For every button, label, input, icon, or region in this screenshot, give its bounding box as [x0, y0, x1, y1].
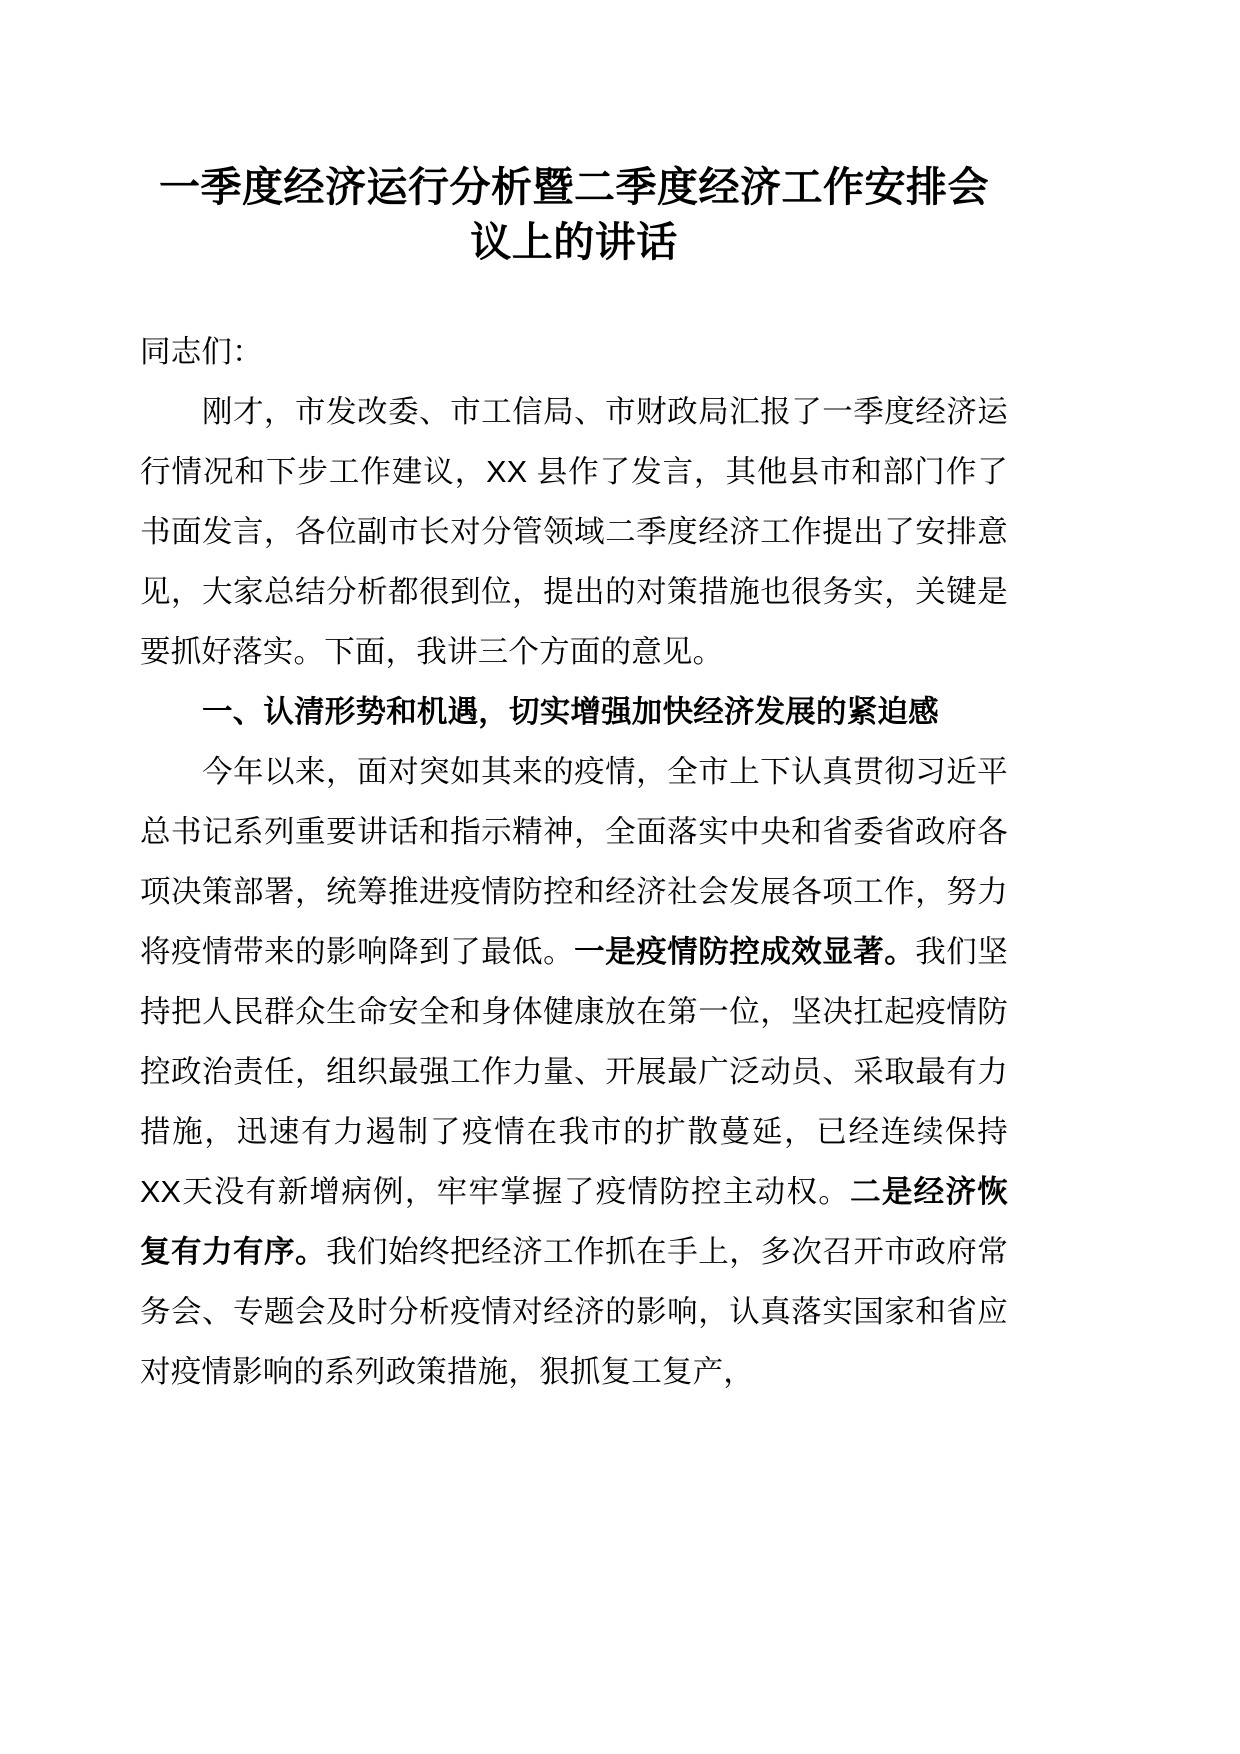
section-heading-1-text: 一、认清形势和机遇，切实增强加快经济发展的紧迫感 — [202, 695, 939, 729]
body-1-emphasis-2: 二是经济恢复有力有序。 — [140, 1175, 1008, 1269]
document-content — [140, 0, 1008, 1402]
body-1-seg-0: 今年以来，面对突如其来的疫情，全市上下认真贯彻习近平总书记系列重要讲话和指示精神，全面落实中央和省委省政府各项决策部署，统筹推进疫情防控和经济社会发展各项工作，努力将疫情带来的影响降到了最低。 — [140, 755, 1008, 969]
page-title-line-1: 一季度经济运行分析暨二季度经济工作安排会 — [159, 164, 989, 210]
page-title — [140, 0, 1008, 270]
salutation: 同志们： — [140, 335, 263, 369]
paragraph-opening-text: 刚才，市发改委、市工信局、市财政局汇报了一季度经济运行情况和下步工作建议，XX 县作了发言，其他县市和部门作了书面发言，各位副市长对分管领域二季度经济工作提出了安排意见，大家总结分析都很到位，提出的对策措施也很务实，关键是要抓好落实。下面，我讲三个方面的意见。 — [140, 395, 1008, 669]
page-title-line-2: 议上的讲话 — [470, 219, 678, 265]
paragraph-body-1 — [140, 742, 1008, 1402]
body-1-emphasis-1: 一是疫情防控成效显著。 — [574, 935, 916, 969]
section-heading-1 — [140, 682, 1008, 742]
body-1-seg-4: 我们始终把经济工作抓在手上，多次召开市政府常务会、专题会及时分析疫情对经济的影响，认真落实国家和省应对疫情影响的系列政策措施，狠抓复工复产， — [140, 1235, 1009, 1389]
body-1-seg-2: 我们坚持把人民群众生命安全和身体健康放在第一位，坚决扛起疫情防控政治责任，组织最强工作力量、开展最广泛动员、采取最有力措施，迅速有力遏制了疫情在我市的扩散蔓延，已经连续保持XX天没有新增病例，牢牢掌握了疫情防控主动权。 — [140, 935, 1009, 1209]
paragraph-opening — [140, 382, 1008, 682]
